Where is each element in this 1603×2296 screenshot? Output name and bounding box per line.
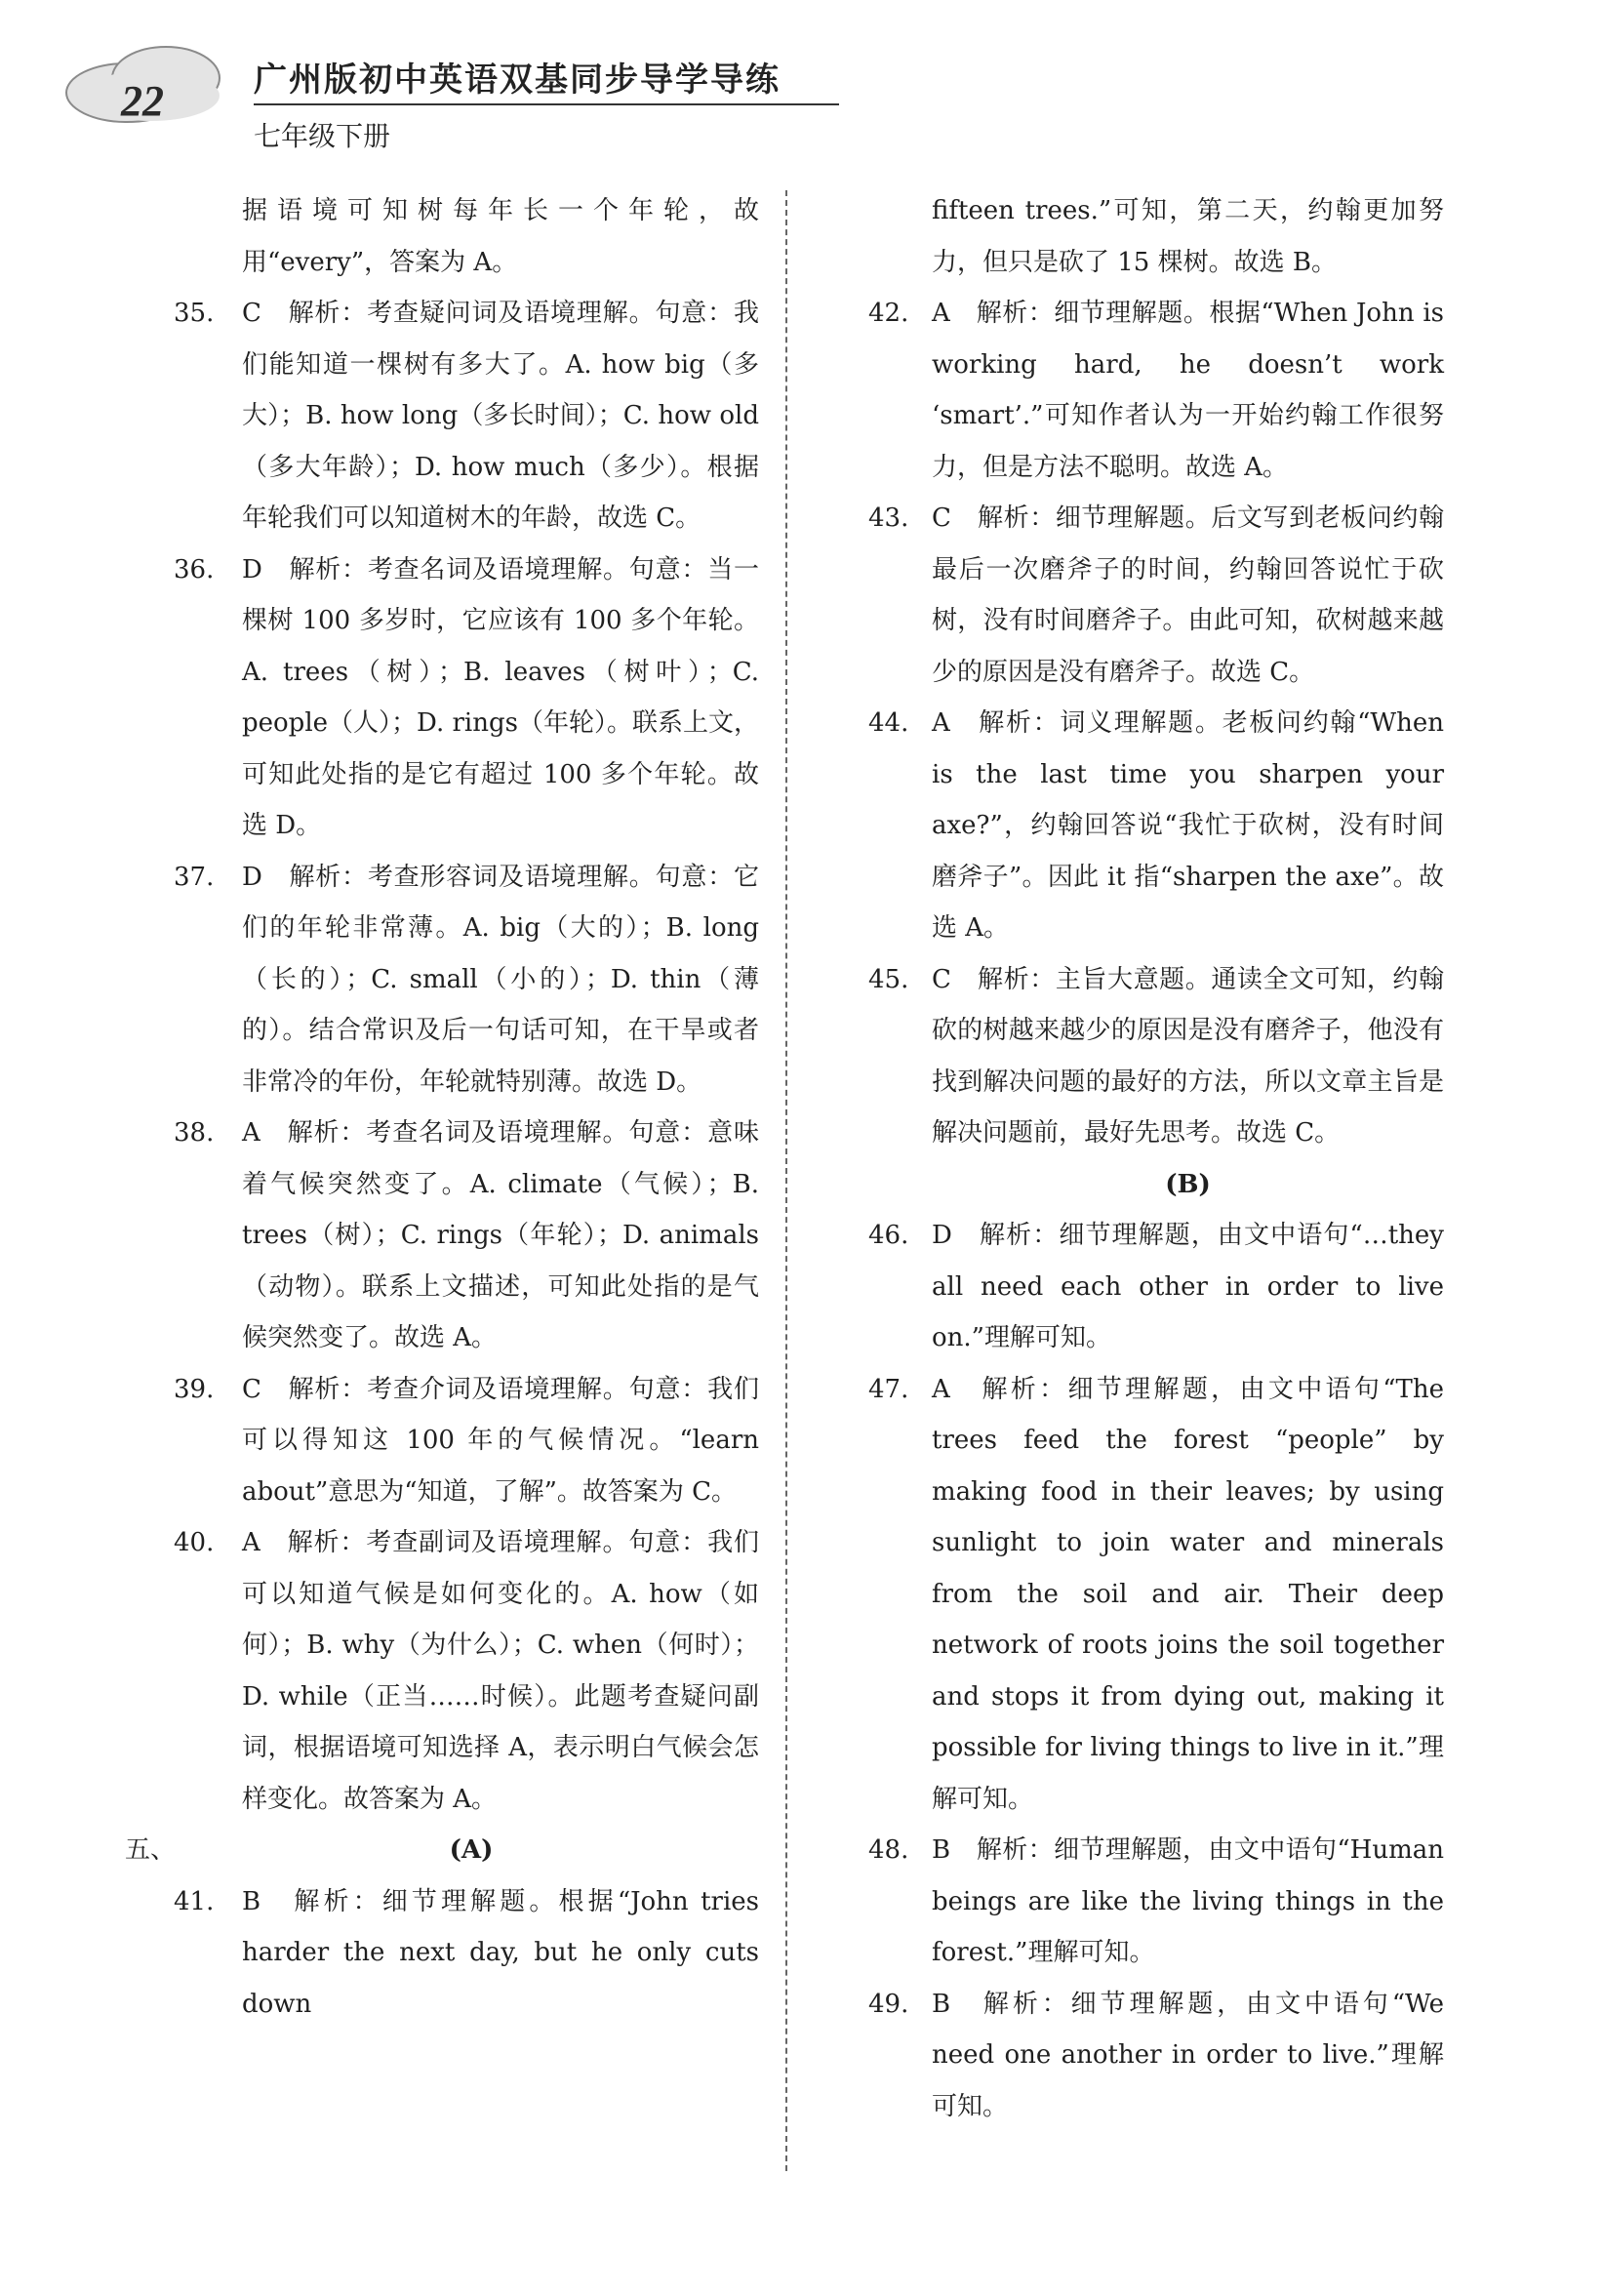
item-number: 46. xyxy=(868,1221,909,1250)
answer-item xyxy=(125,1517,759,1825)
answer-item xyxy=(868,1364,1444,1826)
item-number: 41. xyxy=(174,1886,215,1916)
grade-label: 七年级下册 xyxy=(254,120,391,152)
answer-item xyxy=(125,288,759,544)
continuation-text: 据语境可知树每年长一个年轮，故用“every”，答案为 A。 xyxy=(242,196,759,277)
column-divider xyxy=(785,190,787,2171)
answer-item xyxy=(868,954,1444,1159)
answer-item xyxy=(125,852,759,1108)
book-title: 广州版初中英语双基同步导学导练 xyxy=(254,60,781,100)
section-heading-text: (A) xyxy=(449,1835,494,1865)
answer-item xyxy=(125,1364,759,1518)
answer-item xyxy=(868,493,1444,698)
section-heading-text: (B) xyxy=(1165,1169,1211,1199)
item-number: 38. xyxy=(174,1118,215,1148)
section-heading xyxy=(125,1825,759,1876)
section-heading xyxy=(883,1159,1444,1211)
answer-item xyxy=(868,698,1444,954)
item-text: C 解析：主旨大意题。通读全文可知，约翰砍的树越来越少的原因是没有磨斧子，他没有找到解决问题的最好的方法，所以文章主旨是解决问题前，最好先思考。故选 C。 xyxy=(932,964,1444,1148)
item-number: 49. xyxy=(868,1989,909,2019)
answer-item xyxy=(125,544,759,852)
item-number: 48. xyxy=(868,1835,909,1865)
item-text: B 解析：细节理解题，由文中语句“Human beings are like the living things in the forest.”理解可知。 xyxy=(932,1835,1444,1967)
item-text: D 解析：考查形容词及语境理解。句意：它们的年轮非常薄。A. big（大的）；B. long（长的）；C. small（小的）；D. thin（薄的）。结合常识及后一句话可知，在干旱或者非常冷的年份，年轮就特别薄。故选 D。 xyxy=(242,862,759,1097)
answer-item xyxy=(868,1979,1444,2133)
item-number: 42. xyxy=(868,299,909,328)
item-text: A 解析：细节理解题，由文中语句“The trees feed the forest “people” by making food in their leaves; by using sunlight to join water and minerals from the soil and air. Their deep network of roots joins the soil together and stops it from dying out, making it possible for living things to live in it.”理解可知。 xyxy=(932,1374,1444,1814)
item-number: 47. xyxy=(868,1374,909,1404)
item-text: A 解析：细节理解题。根据“When John is working hard, he doesn’t work ‘smart’.”可知作者认为一开始约翰工作很努力，但是方法不聪明。故选 A。 xyxy=(932,299,1444,482)
item-number: 43. xyxy=(868,504,909,533)
item-number: 37. xyxy=(174,862,215,892)
answer-item xyxy=(868,1825,1444,1979)
item-number: 36. xyxy=(174,554,215,584)
item-number: 45. xyxy=(868,964,909,994)
page-number: 22 xyxy=(121,77,164,125)
item-text: D 解析：考查名词及语境理解。句意：当一棵树 100 多岁时，它应该有 100 多个年轮。A. trees（树）；B. leaves（树叶）；C. people（人）；D. rings（年轮）。联系上文，可知此处指的是它有超过 100 多个年轮。故选 D。 xyxy=(242,554,759,840)
item-text: A 解析：考查名词及语境理解。句意：意味着气候突然变了。A. climate（气候）；B. trees（树）；C. rings（年轮）；D. animals（动物）。联系上文描述，可知此处指的是气候突然变了。故选 A。 xyxy=(242,1118,759,1352)
right-column xyxy=(868,185,1444,2132)
item-number: 39. xyxy=(174,1374,215,1404)
section-label: 五、 xyxy=(125,1835,177,1865)
answer-item xyxy=(125,1876,759,2031)
item-text: D 解析：细节理解题，由文中语句“…they all need each other in order to live on.”理解可知。 xyxy=(932,1221,1444,1352)
left-column xyxy=(125,185,759,2030)
header-divider xyxy=(254,103,839,105)
answer-item xyxy=(868,288,1444,493)
item-text: B 解析：细节理解题。根据“John tries harder the next day, but he only cuts down xyxy=(242,1886,759,2019)
item-number: 40. xyxy=(174,1528,215,1557)
item-text: C 解析：考查介词及语境理解。句意：我们可以得知这 100 年的气候情况。“learn about”意思为“知道，了解”。故答案为 C。 xyxy=(242,1374,759,1507)
item-text: C 解析：细节理解题。后文写到老板问约翰最后一次磨斧子的时间，约翰回答说忙于砍树，没有时间磨斧子。由此可知，砍树越来越少的原因是没有磨斧子。故选 C。 xyxy=(932,504,1444,687)
answer-item xyxy=(125,1108,759,1364)
continuation-text: fifteen trees.”可知，第二天，约翰更加努力，但只是砍了 15 棵树。故选 B。 xyxy=(932,196,1444,277)
item-text: A 解析：考查副词及语境理解。句意：我们可以知道气候是如何变化的。A. how（如何）；B. why（为什么）；C. when（何时）；D. while（正当……时候）。此题考查疑问副词，根据语境可知选择 A，表示明白气候会怎样变化。故答案为 A。 xyxy=(242,1528,759,1814)
item-number: 35. xyxy=(174,299,215,328)
page-header xyxy=(59,29,800,152)
answer-item xyxy=(868,1210,1444,1364)
item-text: A 解析：词义理解题。老板问约翰“When is the last time you sharpen your axe?”，约翰回答说“我忙于砍树，没有时间磨斧子”。因此 it 指“sharpen the axe”。故选 A。 xyxy=(932,708,1444,943)
item-text: B 解析：细节理解题，由文中语句“We need one another in order to live.”理解可知。 xyxy=(932,1989,1444,2121)
item-text: C 解析：考查疑问词及语境理解。句意：我们能知道一棵树有多大了。A. how big（多大）；B. how long（多长时间）；C. how old（多大年龄）；D. how much（多少）。根据年轮我们可以知道树木的年龄，故选 C。 xyxy=(242,299,759,533)
item-number: 44. xyxy=(868,708,909,738)
